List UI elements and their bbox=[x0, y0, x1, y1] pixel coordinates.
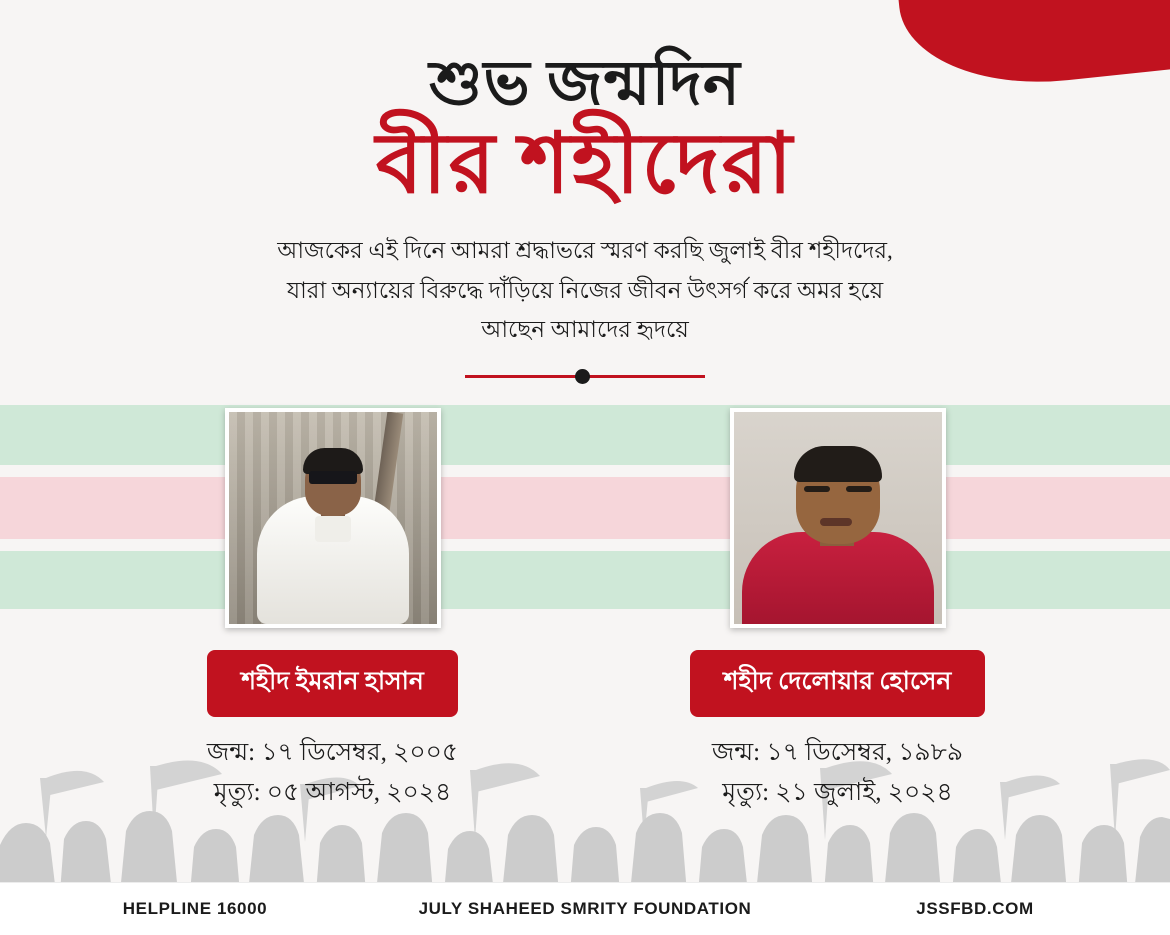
martyr-card bbox=[168, 408, 498, 813]
photo-brow-left bbox=[804, 486, 830, 492]
page-title-main: বীর শহীদেরা bbox=[375, 118, 795, 212]
photo-hair bbox=[794, 446, 882, 482]
martyr-photo bbox=[225, 408, 441, 628]
martyr-name-badge: শহীদ ইমরান হাসান bbox=[207, 650, 458, 717]
ornament-divider bbox=[465, 366, 705, 386]
martyr-dates bbox=[168, 733, 498, 813]
photo-collar bbox=[315, 516, 351, 542]
footer-organization: JULY SHAHEED SMRITY FOUNDATION bbox=[418, 899, 752, 918]
martyr-death-date: মৃত্যু: ০৫ আগস্ট, ২০২৪ bbox=[213, 778, 452, 806]
photo-brow-right bbox=[846, 486, 872, 492]
poster-header bbox=[0, 0, 1170, 386]
martyr-birth-date: জন্ম: ১৭ ডিসেম্বর, ২০০৫ bbox=[206, 738, 459, 766]
martyr-photo bbox=[730, 408, 946, 628]
sunglasses-icon bbox=[309, 471, 357, 484]
footer-helpline: HELPLINE 16000 bbox=[122, 899, 268, 918]
martyr-death-date: মৃত্যু: ২১ জুলাই, ২০২৪ bbox=[722, 778, 953, 806]
photo-mouth bbox=[820, 518, 852, 526]
page-title-top: শুভ জন্মদিন bbox=[429, 50, 741, 118]
martyr-dates bbox=[673, 733, 1003, 813]
martyr-card bbox=[673, 408, 1003, 813]
martyr-name-badge: শহীদ দেলোয়ার হোসেন bbox=[690, 650, 986, 717]
martyr-card-list bbox=[0, 408, 1170, 813]
divider-dot-icon bbox=[575, 369, 590, 384]
poster-footer bbox=[0, 882, 1170, 935]
martyr-birth-date: জন্ম: ১৭ ডিসেম্বর, ১৯৮৯ bbox=[711, 738, 964, 766]
footer-website[interactable]: JSSFBD.COM bbox=[916, 899, 1034, 918]
poster-subtitle: আজকের এই দিনে আমরা শ্রদ্ধাভরে স্মরণ করছি জুলাই বীর শহীদদের, যারা অন্যায়ের বিরুদ্ধে দাঁড়িয়ে নিজের জীবন উৎসর্গ করে অমর হয়ে আছেন আমাদের হৃদয়ে bbox=[277, 238, 893, 343]
